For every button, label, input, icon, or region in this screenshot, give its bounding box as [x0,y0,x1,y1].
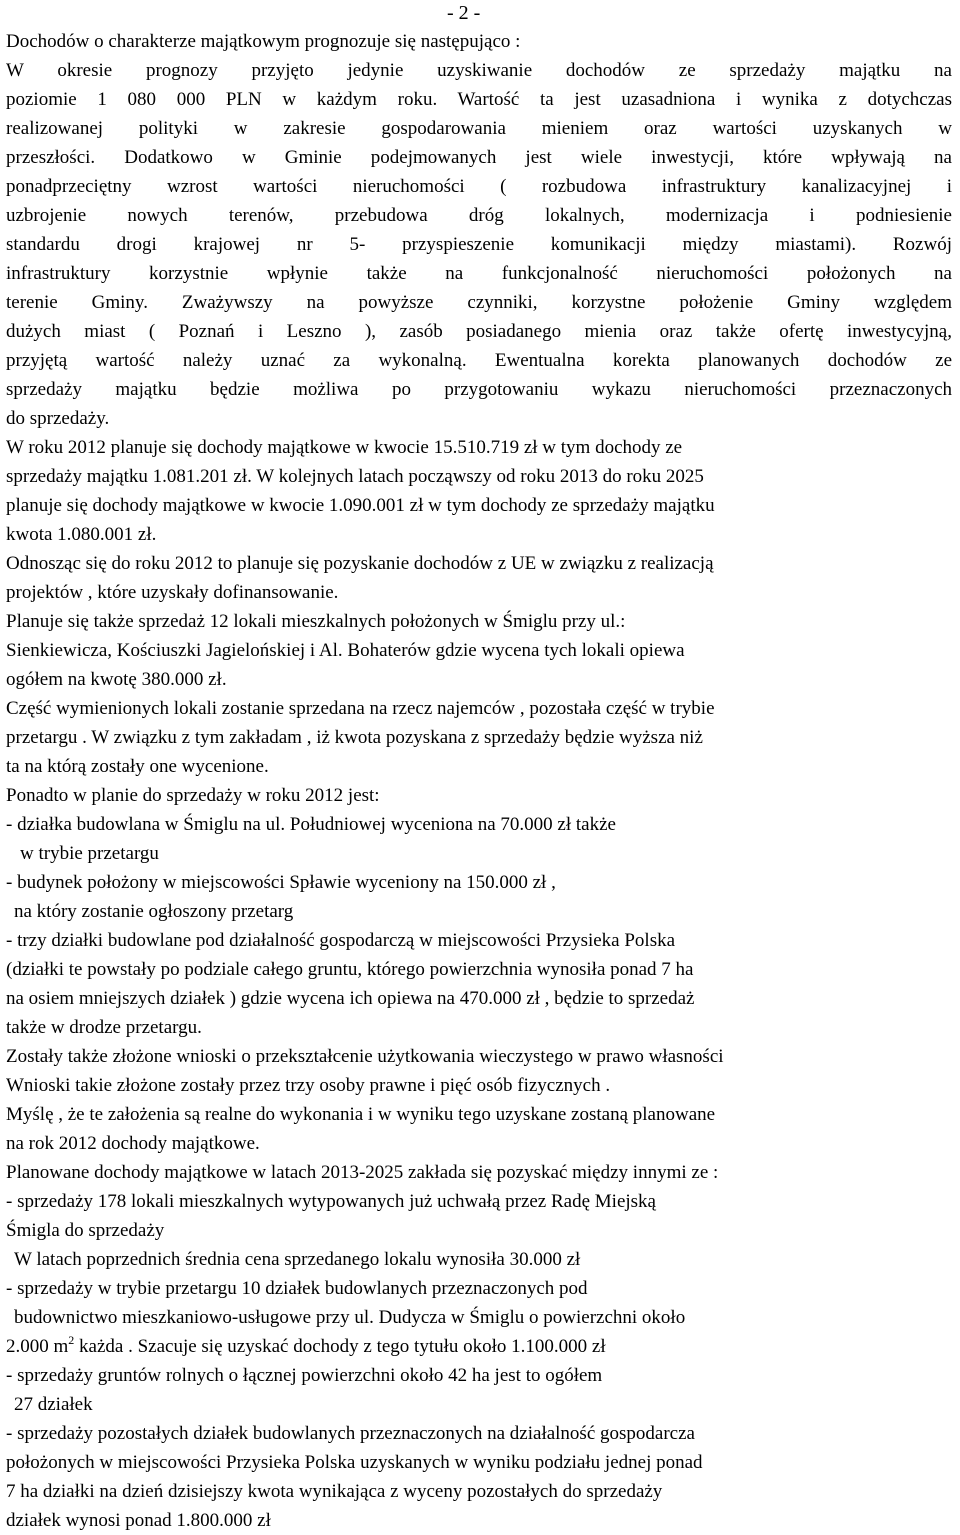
text-line: na który zostanie ogłoszony przetarg [14,901,294,922]
list-item: - budynek położony w miejscowości Spławie wyceniony na 150.000 zł , [6,872,556,893]
text-line: na rok 2012 dochody majątkowe. [6,1133,260,1154]
text-line: kwota 1.080.001 zł. [6,524,157,545]
list-item: - sprzedaży 178 lokali mieszkalnych wytypowanych już uchwałą przez Radę Miejską [6,1191,656,1212]
text-line: przetargu . W związku z tym zakładam , iż kwota pozyskana z sprzedaży będzie wyższa niż [6,727,703,748]
text-line [6,1332,952,1361]
document-body [6,27,952,1535]
text-line: Planowane dochody majątkowe w latach 2013-2025 zakłada się pozyskać między innymi ze : [6,1162,719,1183]
text-line: do sprzedaży. [6,408,110,429]
text-line: w trybie przetargu [20,843,159,864]
area-value: 2.000 m [6,1336,69,1357]
text-line: ogółem na kwotę 380.000 zł. [6,669,227,690]
text-line: także w drodze przetargu. [6,1017,202,1038]
text-line: Śmigla do sprzedaży [6,1220,165,1241]
text-line: ta na którą zostały one wycenione. [6,756,269,777]
list-item: - sprzedaży w trybie przetargu 10 działek budowlanych przeznaczonych pod [6,1278,588,1299]
list-item: - sprzedaży pozostałych działek budowlanych przeznaczonych na działalność gospodarcza [6,1423,695,1444]
text-line: Część wymienionych lokali zostanie sprzedana na rzecz najemców , pozostała część w trybie [6,698,715,719]
text-line: Sienkiewicza, Kościuszki Jagielońskiej i Al. Bohaterów gdzie wycena tych lokali opiewa [6,640,685,661]
text-line: poziomie 1 080 000 PLN w każdym roku. Wartość ta jest uzasadniona i wynika z dotychczas [6,89,952,110]
text-line: przeszłości. Dodatkowo w Gminie podejmowanych jest wiele inwestycji, które wpływają na [6,147,952,168]
text-line: infrastruktury korzystnie wpłynie także na funkcjonalność nieruchomości położonych na [6,263,952,284]
text-line: Odnosząc się do roku 2012 to planuje się pozyskanie dochodów z UE w związku z realizacją [6,553,714,574]
text-line: 27 działek [14,1394,93,1415]
text-line: ponadprzeciętny wzrost wartości nieruchomości ( rozbudowa infrastruktury kanalizacyjnej i [6,176,952,197]
text-line: przyjętą wartość należy uznać za wykonalną. Ewentualna korekta planowanych dochodów ze [6,350,952,371]
text-run: każda . Szacuje się uzyskać dochody z tego tytułu około 1.100.000 zł [74,1336,606,1357]
text-line: (działki te powstały po podziale całego gruntu, którego powierzchnia wynosiła ponad 7 ha [6,959,694,980]
text-line: 7 ha działki na dzień dzisiejszy kwota wynikająca z wyceny pozostałych do sprzedaży [6,1481,663,1502]
text-line: W latach poprzednich średnia cena sprzedanego lokalu wynosiła 30.000 zł [14,1249,581,1270]
text-line: sprzedaży majątku 1.081.201 zł. W kolejnych latach począwszy od roku 2013 do roku 2025 [6,466,704,487]
text-line: Myślę , że te założenia są realne do wykonania i w wyniku tego uzyskane zostaną planowane [6,1104,716,1125]
text-line: działek wynosi ponad 1.800.000 zł [6,1510,271,1531]
text-line: planuje się dochody majątkowe w kwocie 1.090.001 zł w tym dochody ze sprzedaży majątku [6,495,715,516]
text-line: Ponadto w planie do sprzedaży w roku 2012 jest: [6,785,380,806]
text-line: na osiem mniejszych działek ) gdzie wycena ich opiewa na 470.000 zł , będzie to sprzedaż [6,988,695,1009]
list-item: - trzy działki budowlane pod działalność gospodarczą w miejscowości Przysieka Polska [6,930,676,951]
text-line: W okresie prognozy przyjęto jedynie uzyskiwanie dochodów ze sprzedaży majątku na [6,60,952,81]
text-line: standardu drogi krajowej nr 5- przyspieszenie komunikacji między miastami). Rozwój [6,234,952,255]
text-line: W roku 2012 planuje się dochody majątkowe w kwocie 15.510.719 zł w tym dochody ze [6,437,683,458]
text-line: terenie Gminy. Zważywszy na powyższe czynniki, korzystne położenie Gminy względem [6,292,952,313]
text-line: Zostały także złożone wnioski o przekształcenie użytkowania wieczystego w prawo własności [6,1046,724,1067]
text-line: Wnioski takie złożone zostały przez trzy osoby prawne i pięć osób fizycznych . [6,1075,611,1096]
text-line: projektów , które uzyskały dofinansowanie. [6,582,339,603]
text-line: dużych miast ( Poznań i Leszno ), zasób posiadanego mienia oraz także ofertę inwestycyjną, [6,321,952,342]
text-line: położonych w miejscowości Przysieka Polska uzyskanych w wyniku podziału jednej ponad [6,1452,703,1473]
text-line: budownictwo mieszkaniowo-usługowe przy ul. Dudycza w Śmiglu o powierzchni około [14,1307,686,1328]
text-line: Dochodów o charakterze majątkowym prognozuje się następująco : [6,31,521,52]
text-line: Planuje się także sprzedaż 12 lokali mieszkalnych położonych w Śmiglu przy ul.: [6,611,626,632]
text-line: realizowanej polityki w zakresie gospodarowania mieniem oraz wartości uzyskanych w [6,118,952,139]
text-line: uzbrojenie nowych terenów, przebudowa dróg lokalnych, modernizacja i podniesienie [6,205,952,226]
list-item: - sprzedaży gruntów rolnych o łącznej powierzchni około 42 ha jest to ogółem [6,1365,603,1386]
page-number: - 2 - [447,2,481,24]
text-line: sprzedaży majątku będzie możliwa po przygotowaniu wykazu nieruchomości przeznaczonych [6,379,952,400]
list-item: - działka budowlana w Śmiglu na ul. Południowej wyceniona na 70.000 zł także [6,814,616,835]
superscript-exponent: 2 [68,1333,75,1347]
